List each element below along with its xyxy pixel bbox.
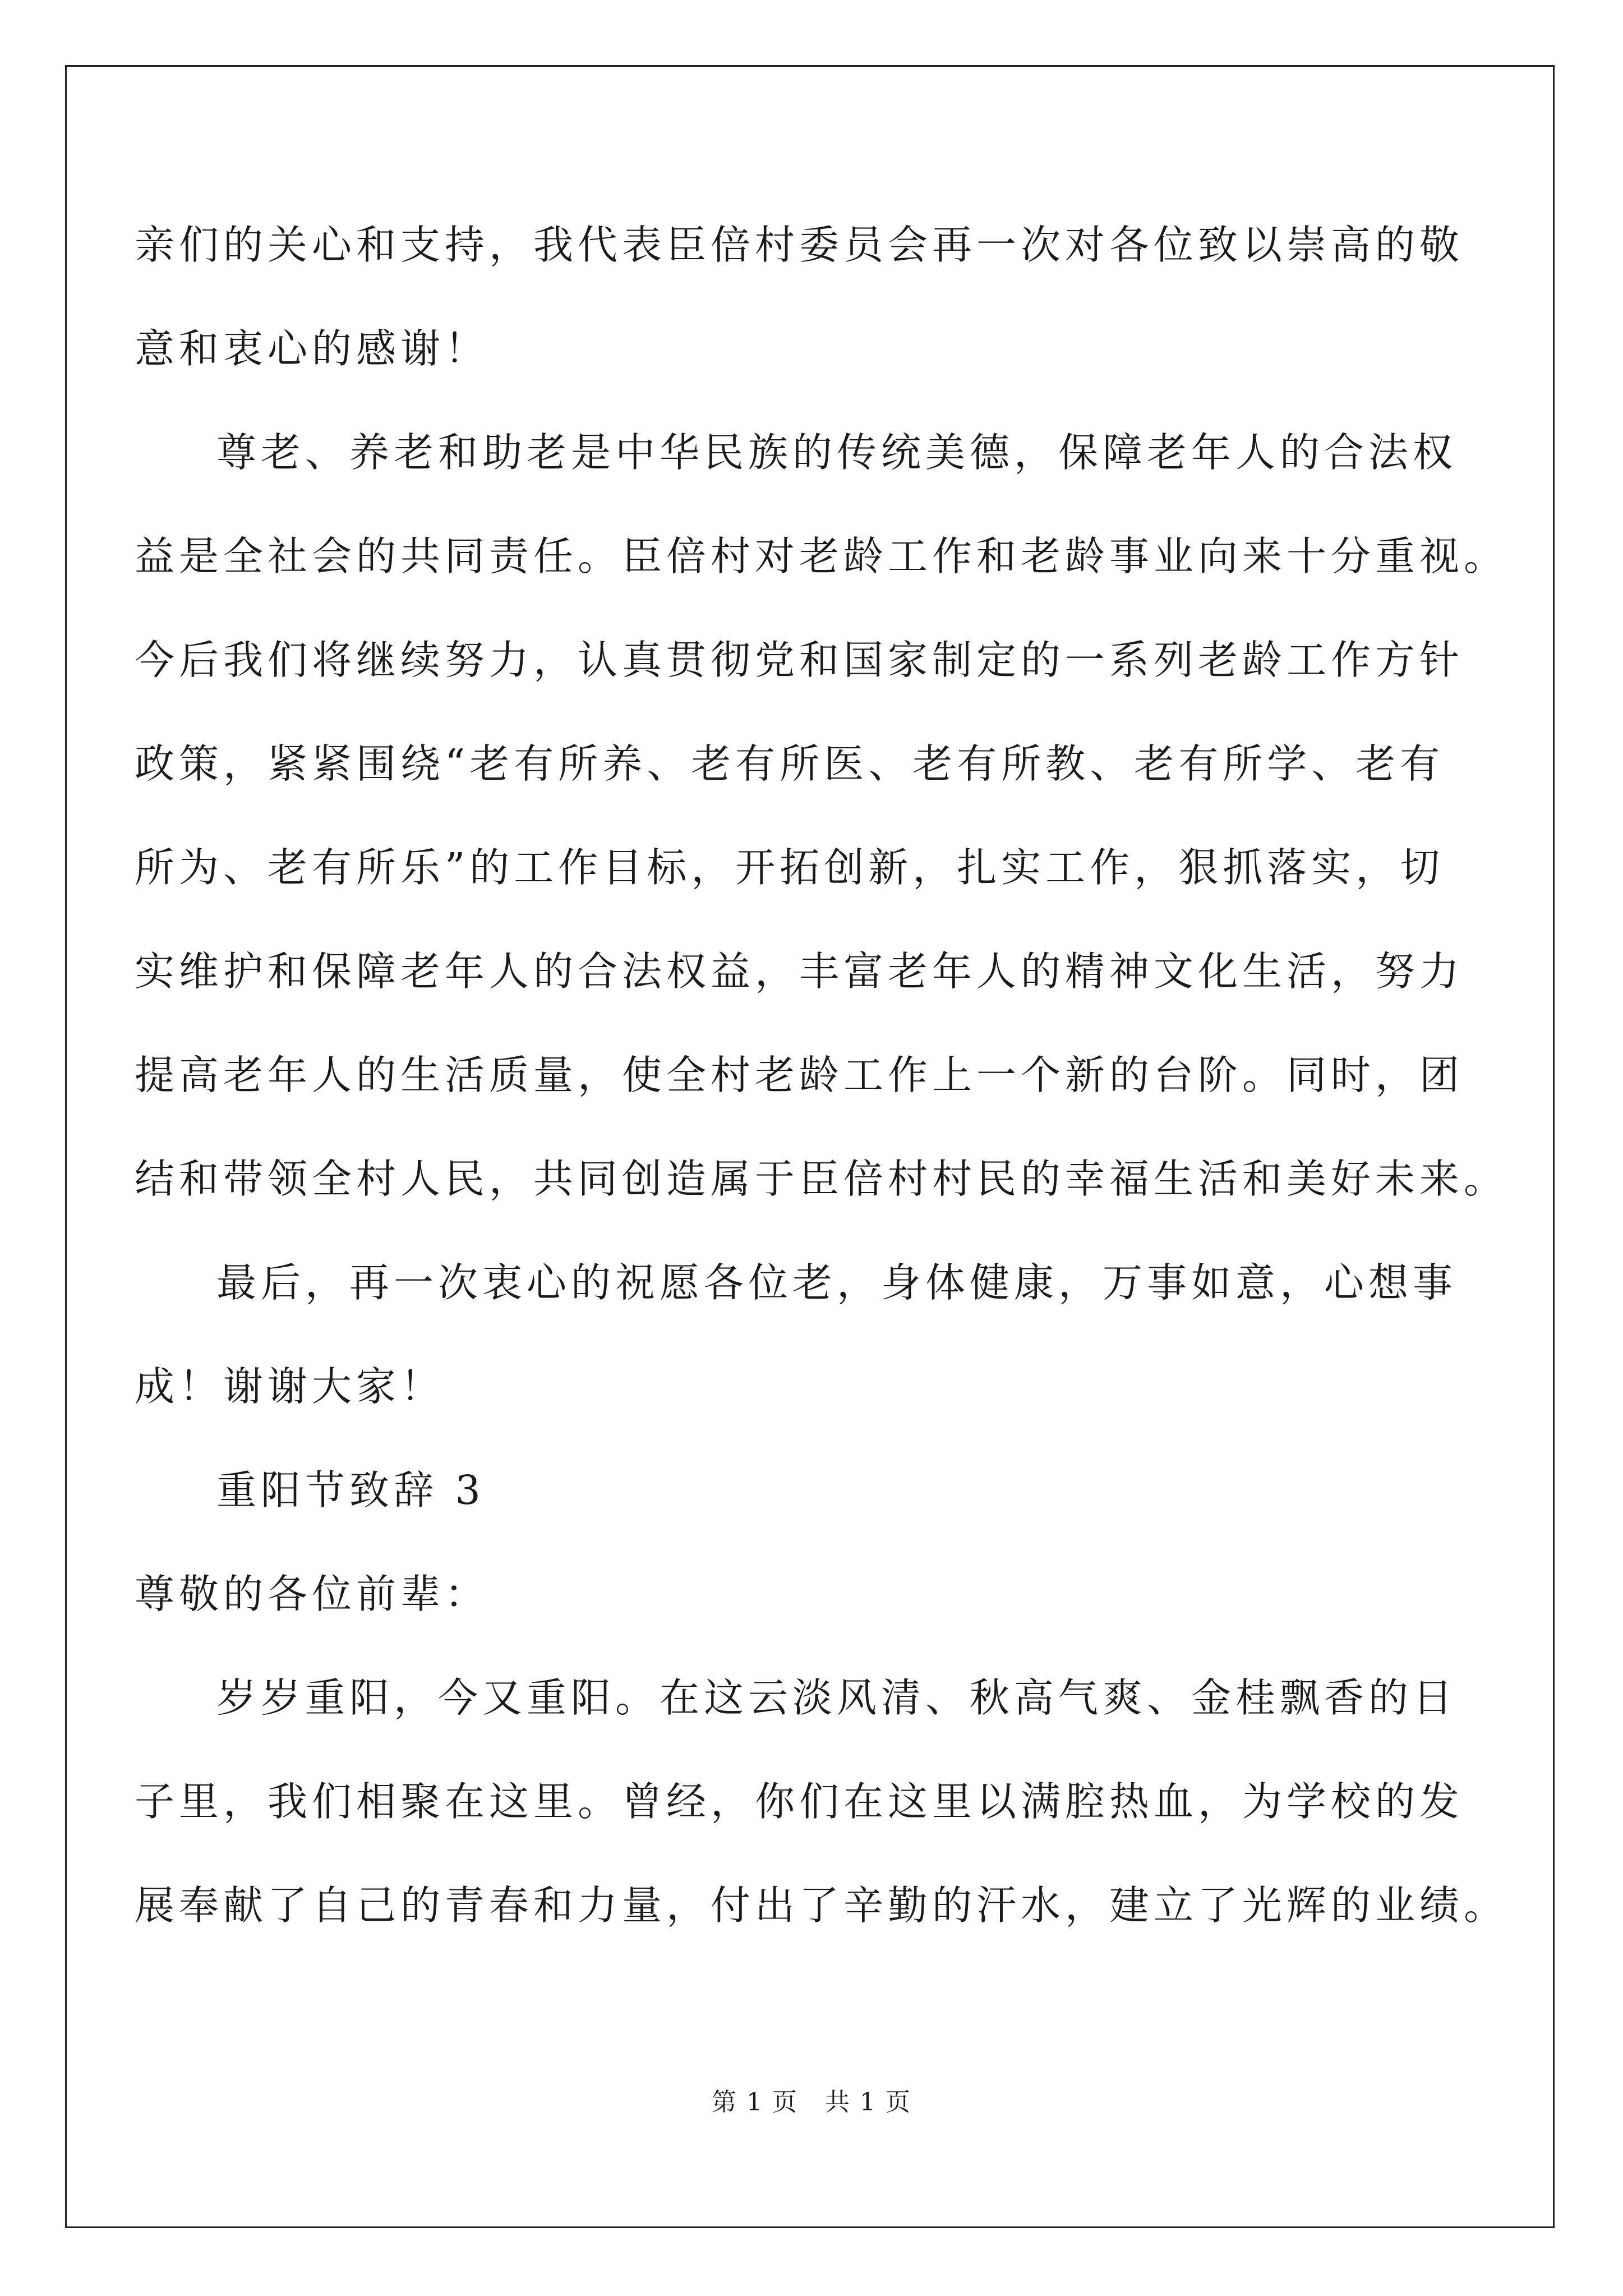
paragraph-2-line-2: 益是全社会的共同责任。臣倍村对老龄工作和老龄事业向来十分重视。 [135,533,1509,579]
salutation: 尊敬的各位前辈： [135,1571,490,1617]
paragraph-2-line-4: 政策，紧紧围绕“老有所养、老有所医、老有所教、老有所学、老有 [135,740,1445,787]
paragraph-3-line-2: 成！谢谢大家！ [135,1363,445,1410]
page-footer [0,2086,1623,2119]
paragraph-2-line-8: 结和带领全村人民，共同创造属于臣倍村村民的幸福生活和美好未来。 [135,1156,1509,1202]
page-number-total: 共 1 页 [825,2088,911,2116]
paragraph-2-line-7: 提高老年人的生活质量，使全村老龄工作上一个新的台阶。同时，团 [135,1052,1464,1098]
paragraph-3-line-1: 最后，再一次衷心的祝愿各位老，身体健康，万事如意，心想事 [216,1259,1458,1306]
paragraph-2-line-6: 实维护和保障老年人的合法权益，丰富老年人的精神文化生活，努力 [135,948,1464,995]
paragraph-1-line-1: 亲们的关心和支持，我代表臣倍村委员会再一次对各位致以崇高的敬 [135,222,1464,268]
page-number-current: 第 1 页 [712,2088,798,2116]
paragraph-2-line-5: 所为、老有所乐”的工作目标，开拓创新，扎实工作，狠抓落实，切 [135,844,1445,891]
paragraph-4-line-2: 子里，我们相聚在这里。曾经，你们在这里以满腔热血，为学校的发 [135,1778,1464,1825]
paragraph-1-line-2: 意和衷心的感谢！ [135,325,490,372]
paragraph-4-line-3: 展奉献了自己的青春和力量，付出了辛勤的汗水，建立了光辉的业绩。 [135,1882,1509,1929]
section-heading: 重阳节致辞 3 [216,1467,485,1513]
paragraph-2-line-3: 今后我们将继续努力，认真贯彻党和国家制定的一系列老龄工作方针 [135,637,1464,683]
paragraph-2-line-1: 尊老、养老和助老是中华民族的传统美德，保障老年人的合法权 [216,429,1458,476]
paragraph-4-line-1: 岁岁重阳，今又重阳。在这云淡风清、秋高气爽、金桂飘香的日 [216,1674,1458,1721]
